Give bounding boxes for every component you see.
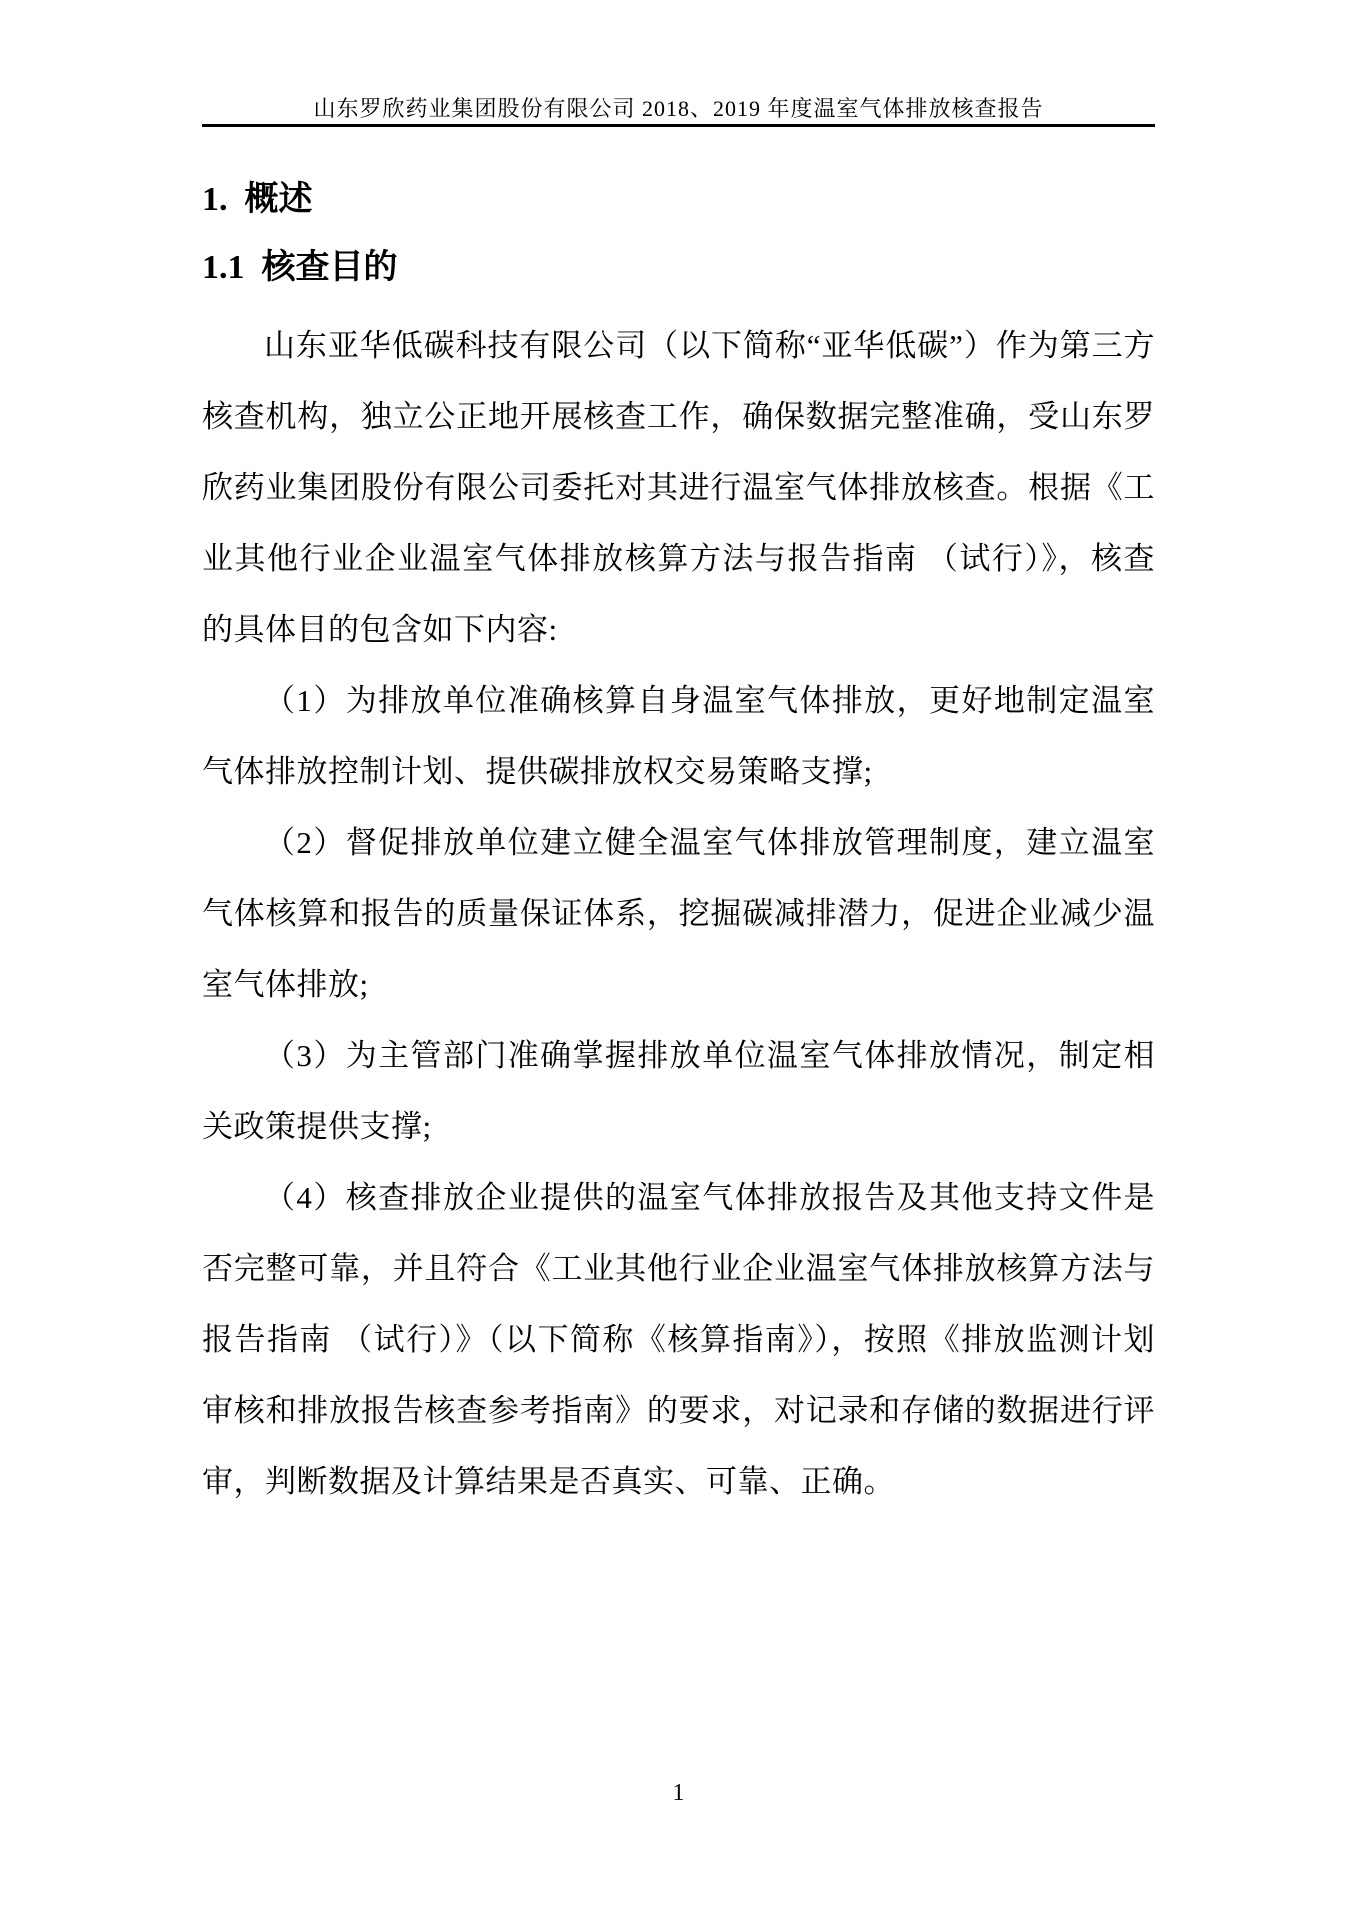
paragraph-intro: 山东亚华低碳科技有限公司（以下简称“亚华低碳”）作为第三方核查机构，独立公正地开展核查工作，确保数据完整准确，受山东罗欣药业集团股份有限公司委托对其进行温室气体排放核查。根据《工业其他行业企业温室气体排放核算方法与报告指南 （试行）》，核查的具体目的包含如下内容: <box>202 328 1155 647</box>
section-1-title: 概述 <box>244 181 313 218</box>
body-text-block <box>202 310 1155 1517</box>
paragraph-item-3: （3）为主管部门准确掌握排放单位温室气体排放情况，制定相关政策提供支撑; <box>202 1038 1155 1144</box>
page-number: 1 <box>672 1780 685 1806</box>
section-heading-1 <box>202 181 313 218</box>
paragraph-item-1: （1）为排放单位准确核算自身温室气体排放，更好地制定温室气体排放控制计划、提供碳排放权交易策略支撑; <box>202 683 1155 789</box>
section-heading-1-1 <box>202 249 398 286</box>
paragraph-item-4: （4）核查排放企业提供的温室气体排放报告及其他支持文件是否完整可靠，并且符合《工业其他行业企业温室气体排放核算方法与报告指南 （试行）》（以下简称《核算指南》），按照《排放监测计划审核和排放报告核查参考指南》的要求，对记录和存储的数据进行评审，判断数据及计算结果是否真实、可靠、正确。 <box>202 1180 1155 1499</box>
section-1-number: 1. <box>202 181 228 218</box>
section-1-1-number: 1.1 <box>202 249 245 286</box>
section-1-1-title: 核查目的 <box>261 249 398 286</box>
page-header-title: 山东罗欣药业集团股份有限公司 2018、2019 年度温室气体排放核查报告 <box>313 96 1044 121</box>
paragraph-item-2: （2）督促排放单位建立健全温室气体排放管理制度，建立温室气体核算和报告的质量保证体系，挖掘碳减排潜力，促进企业减少温室气体排放; <box>202 825 1155 1002</box>
header-divider-rule <box>202 124 1155 127</box>
